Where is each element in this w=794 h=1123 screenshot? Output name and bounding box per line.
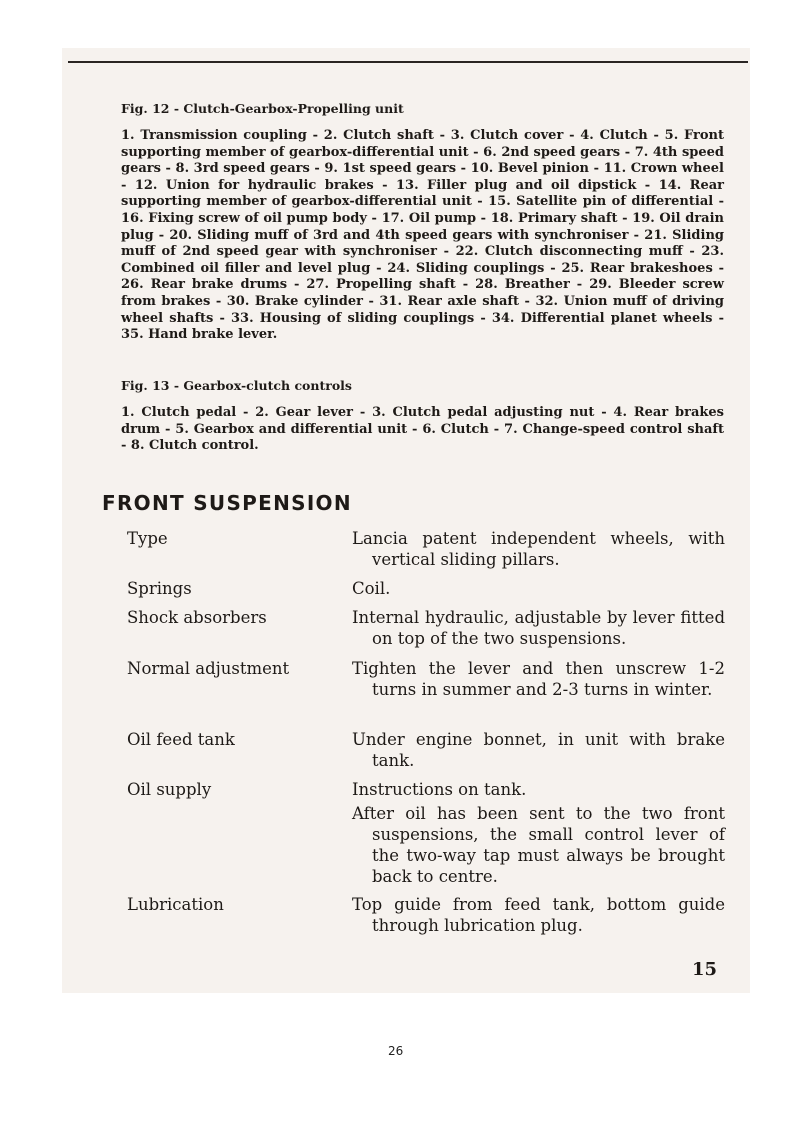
- fig13-title: Fig. 13 - Gearbox-clutch controls: [121, 378, 352, 393]
- spec-label-normal-adjustment: Normal adjustment: [127, 659, 290, 678]
- spec-value-oil-supply: Instructions on tank.: [352, 780, 527, 799]
- fig13-caption: 1. Clutch pedal - 2. Gear lever - 3. Clutch pedal adjusting nut - 4. Rear brakes drum - 5. Gearbox and differential unit - 6. Clutch - 7. Change-speed control shaft - 8. Clutch control.: [121, 405, 724, 454]
- spec-value-springs: Coil.: [352, 579, 391, 598]
- fig12-title: Fig. 12 - Clutch-Gearbox-Propelling unit: [121, 101, 404, 116]
- spec-value-oil-supply-note: After oil has been sent to the two front suspensions, the small control lever of the two-way tap must always be brought back to centre.: [352, 804, 725, 886]
- spec-label-oil-feed-tank: Oil feed tank: [127, 730, 235, 749]
- spec-value-normal-adjustment: Tighten the lever and then unscrew 1-2 turns in summer and 2-3 turns in winter.: [352, 659, 725, 699]
- spec-value-type: Lancia patent independent wheels, with vertical sliding pillars.: [352, 529, 725, 569]
- spec-label-oil-supply: Oil supply: [127, 780, 212, 799]
- spec-value-oil-feed-tank: Under engine bonnet, in unit with brake tank.: [352, 730, 725, 770]
- spec-value-shock-absorbers: Internal hydraulic, adjustable by lever fitted on top of the two suspensions.: [352, 608, 725, 648]
- top-rule: [68, 61, 748, 63]
- spec-label-springs: Springs: [127, 579, 192, 598]
- fig12-caption: 1. Transmission coupling - 2. Clutch shaft - 3. Clutch cover - 4. Clutch - 5. Front supporting member of gearbox-differential unit - 6. 2nd speed gears - 7. 4th speed gears - 8. 3rd speed gears - 9. 1st speed gears - 10. Bevel pinion - 11. Crown wheel - 12. Union for hydraulic brakes - 13. Filler plug and oil dipstick - 14. Rear supporting member of gearbox-differential unit - 15. Satellite pin of differential - 16. Fixing screw of oil pump body - 17. Oil pump - 18. Primary shaft - 19. Oil drain plug - 20. Sliding muff of 3rd and 4th speed gears with synchroniser - 21. Sliding muff of 2nd speed gear with synchroniser - 22. Clutch disconnecting muff - 23. Combined oil filler and level plug - 24. Sliding couplings - 25. Rear brakeshoes - 26. Rear brake drums - 27. Propelling shaft - 28. Breather - 29. Bleeder screw from brakes - 30. Brake cylinder - 31. Rear axle shaft - 32. Union muff of driving wheel shafts - 33. Housing of sliding couplings - 34. Differential planet wheels - 35. Hand brake lever.: [121, 128, 724, 343]
- spec-label-lubrication: Lubrication: [127, 895, 224, 914]
- section-heading: FRONT SUSPENSION: [102, 491, 352, 515]
- book-page-number: 15: [692, 959, 718, 980]
- spec-value-lubrication: Top guide from feed tank, bottom guide through lubrication plug.: [352, 895, 725, 935]
- spec-label-shock-absorbers: Shock absorbers: [127, 608, 267, 627]
- pdf-page-number: 26: [388, 1044, 404, 1058]
- spec-label-type: Type: [127, 529, 168, 548]
